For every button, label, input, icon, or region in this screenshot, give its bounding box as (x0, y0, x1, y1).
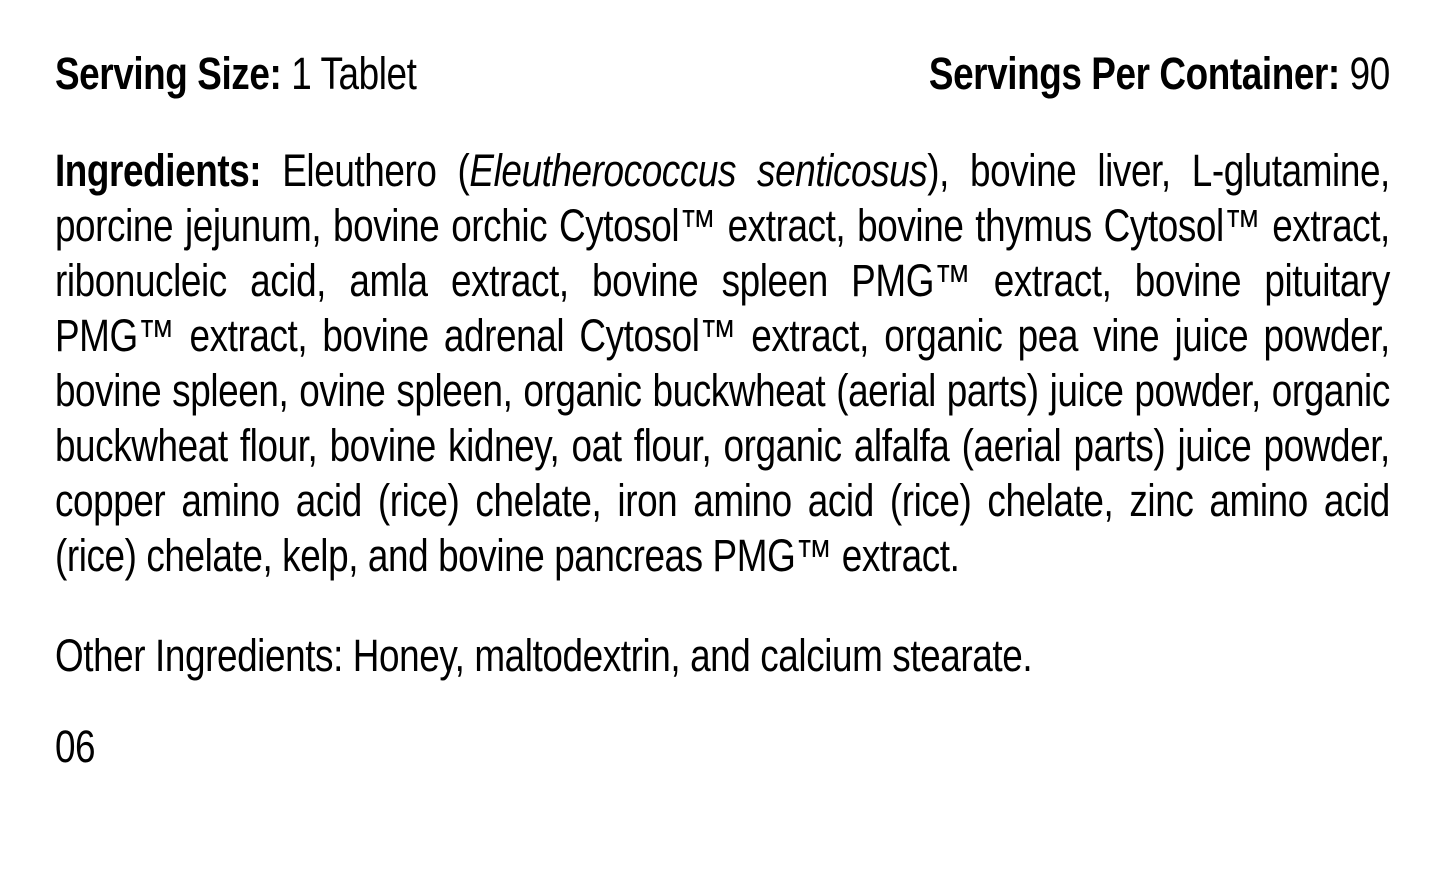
ingredients-list: ), bovine liver, L-glutamine, porcine jejunum, bovine orchic Cytosol™ extract, bovine thymus Cytosol™ extract, ribonucleic acid, amla extract, bovine spleen PMG™ extract, bovine pituitary PMG™ extract, bovine adrenal Cytosol™ extract, organic pea vine juice powder, bovine spleen, ovine spleen, organic buckwheat (aerial parts) juice powder, organic buckwheat flour, bovine kidney, oat flour, organic alfalfa (aerial parts) juice powder, copper amino acid (rice) chelate, iron amino acid (rice) chelate, zinc amino acid (rice) chelate, kelp, and bovine pancreas PMG™ extract. (54, 145, 1390, 581)
page-code: 06 (54, 721, 96, 772)
serving-size (55, 46, 417, 101)
serving-info-row (55, 46, 1390, 101)
serving-size-label: Serving Size: (54, 48, 282, 99)
servings-per-container-label: Servings Per Container: (928, 48, 1340, 99)
servings-per-container-value: 90 (1349, 48, 1390, 99)
servings-per-container (929, 46, 1390, 101)
ingredients-label: Ingredients: (54, 145, 262, 196)
ingredients-paragraph (55, 143, 1390, 583)
ingredients-latin-name: Eleutherococcus senticosus (469, 145, 928, 196)
other-ingredients-line: Other Ingredients: Honey, maltodextrin, and calcium stearate. (54, 630, 1033, 681)
serving-size-value: 1 Tablet (291, 48, 417, 99)
ingredients-intro: Eleuthero ( (282, 145, 470, 196)
